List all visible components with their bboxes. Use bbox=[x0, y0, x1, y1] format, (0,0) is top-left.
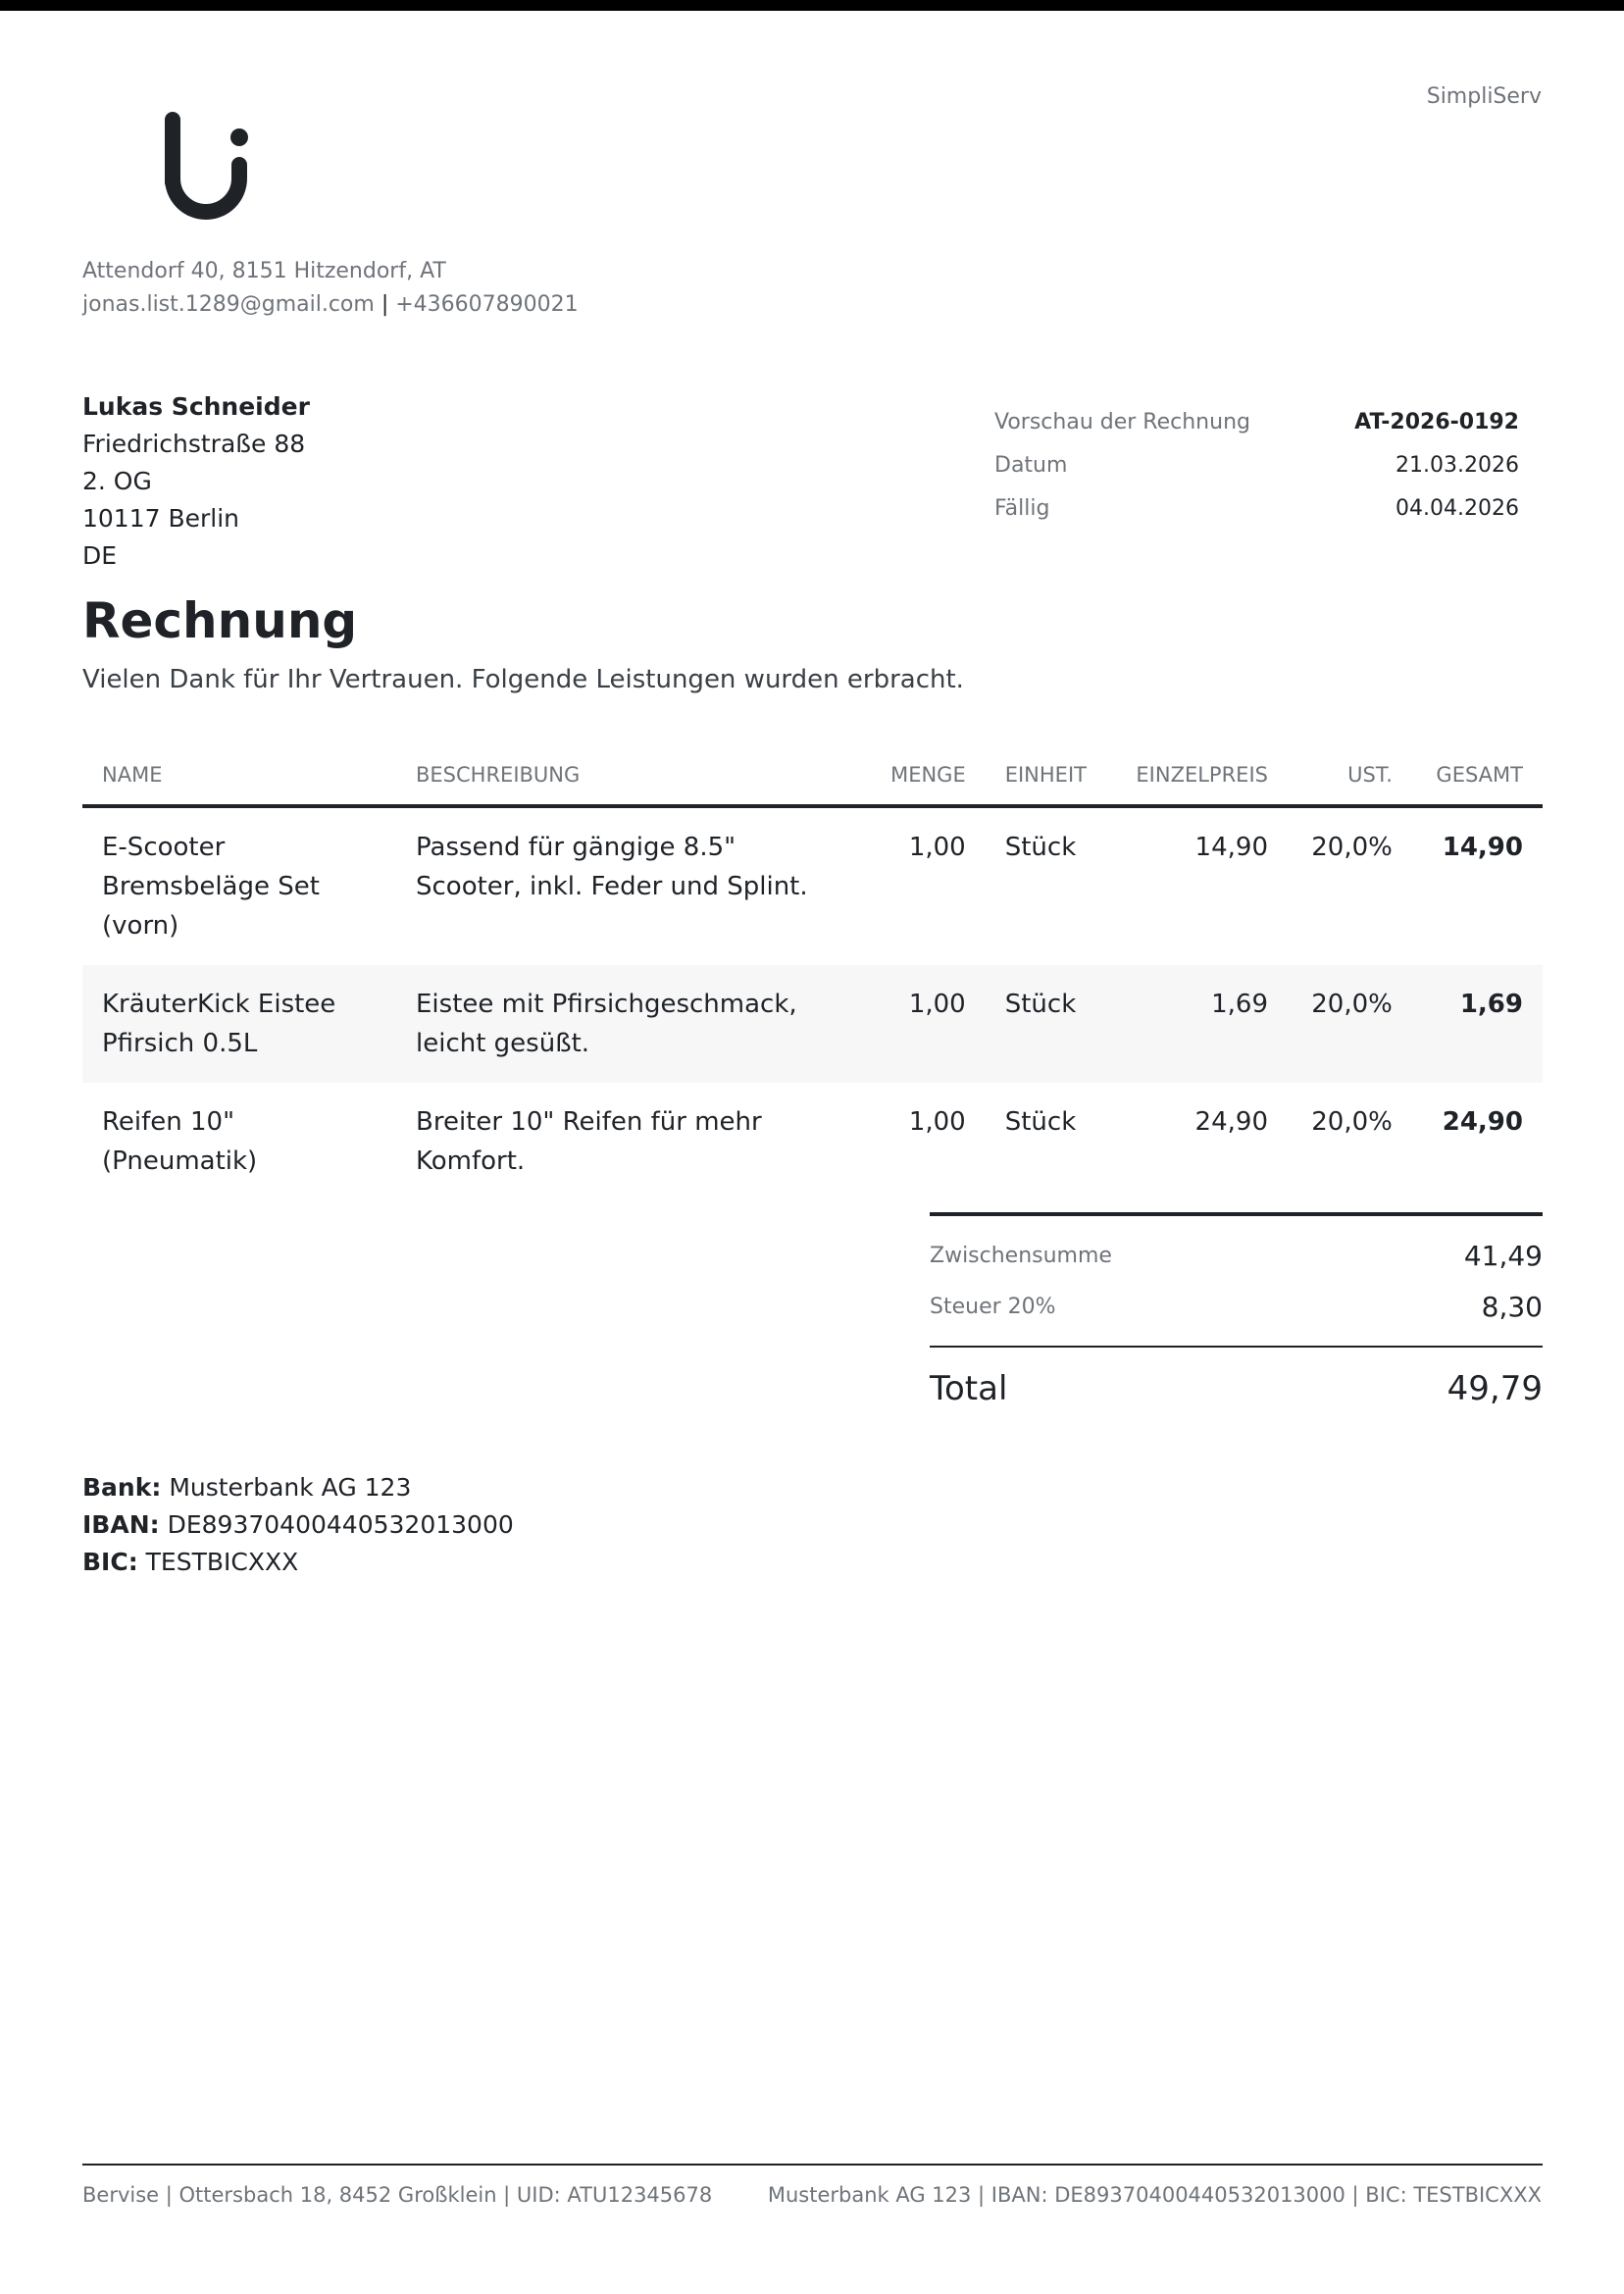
table-row bbox=[82, 1083, 1543, 1200]
total-label: Total bbox=[930, 1369, 1008, 1408]
table-row bbox=[82, 806, 1543, 965]
table-body bbox=[82, 806, 1543, 1200]
cell-quantity: 1,00 bbox=[908, 833, 966, 862]
recipient-name: Lukas Schneider bbox=[82, 392, 310, 421]
bank-name: Musterbank AG 123 bbox=[169, 1473, 412, 1502]
header-description: BESCHREIBUNG bbox=[396, 745, 867, 806]
sender-contact bbox=[82, 288, 579, 322]
recipient-address bbox=[82, 388, 310, 575]
sender-phone: +436607890021 bbox=[395, 292, 579, 317]
bank-details bbox=[82, 1469, 514, 1581]
bic-line bbox=[82, 1544, 514, 1581]
subtotal-value: 41,49 bbox=[1463, 1239, 1543, 1272]
cell-unit: Stück bbox=[1004, 833, 1077, 862]
sender-address: Attendorf 40, 8151 Hitzendorf, AT bbox=[82, 259, 446, 283]
top-bar bbox=[0, 0, 1624, 11]
cell-description: Breiter 10" Reifen für mehr Komfort. bbox=[416, 1107, 762, 1176]
cell-vat: 20,0% bbox=[1311, 833, 1393, 862]
meta-row-due bbox=[994, 486, 1519, 530]
subtotal-row bbox=[930, 1230, 1543, 1281]
sender-email: jonas.list.1289@gmail.com bbox=[82, 292, 375, 317]
cell-name: Reifen 10" (Pneumatik) bbox=[102, 1107, 258, 1176]
bank-line bbox=[82, 1469, 514, 1506]
company-name: SimpliServ bbox=[1426, 84, 1542, 109]
cell-total: 24,90 bbox=[1442, 1107, 1523, 1137]
cell-total: 1,69 bbox=[1412, 965, 1543, 1083]
cell-quantity: 1,00 bbox=[867, 965, 986, 1083]
cell-unit-price: 24,90 bbox=[1194, 1107, 1268, 1137]
invoice-title: Rechnung bbox=[82, 592, 358, 649]
header-name: NAME bbox=[82, 745, 396, 806]
table-header bbox=[82, 745, 1543, 806]
cell-unit: Stück bbox=[1004, 1107, 1077, 1137]
cell-vat: 20,0% bbox=[1311, 1107, 1393, 1137]
grand-total-row bbox=[930, 1346, 1543, 1430]
invoice-meta bbox=[994, 400, 1519, 530]
recipient-city: 10117 Berlin bbox=[82, 504, 240, 533]
sender-info bbox=[82, 255, 579, 322]
invoice-due-label: Fällig bbox=[994, 495, 1050, 521]
footer-company-info: Bervise | Ottersbach 18, 8452 Großklein | UID: ATU12345678 bbox=[82, 2183, 713, 2207]
bank-label: Bank: bbox=[82, 1473, 162, 1502]
header-quantity: MENGE bbox=[867, 745, 986, 806]
cell-unit: Stück bbox=[986, 965, 1111, 1083]
header-unit: EINHEIT bbox=[986, 745, 1111, 806]
meta-row-number bbox=[994, 400, 1519, 443]
bic-value: TESTBICXXX bbox=[145, 1548, 299, 1576]
table-header-row bbox=[82, 745, 1543, 806]
iban-line bbox=[82, 1506, 514, 1544]
cell-description: Passend für gängige 8.5" Scooter, inkl. Feder und Splint. bbox=[416, 833, 808, 901]
cell-quantity: 1,00 bbox=[908, 1107, 966, 1137]
totals-block bbox=[930, 1212, 1543, 1430]
bic-label: BIC: bbox=[82, 1548, 138, 1576]
tax-row bbox=[930, 1281, 1543, 1332]
cell-description: Eistee mit Pfirsichgeschmack, leicht gesüßt. bbox=[396, 965, 867, 1083]
footer-bank-info: Musterbank AG 123 | IBAN: DE89370400440532013000 | BIC: TESTBICXXX bbox=[767, 2183, 1542, 2207]
invoice-date: 21.03.2026 bbox=[1396, 452, 1519, 478]
cell-name: KräuterKick Eistee Pfirsich 0.5L bbox=[82, 965, 396, 1083]
tax-label: Steuer 20% bbox=[930, 1294, 1056, 1319]
iban-label: IBAN: bbox=[82, 1510, 160, 1539]
header-total: GESAMT bbox=[1412, 745, 1543, 806]
subtotal-label: Zwischensumme bbox=[930, 1243, 1112, 1268]
recipient-floor: 2. OG bbox=[82, 467, 152, 495]
cell-total: 14,90 bbox=[1442, 833, 1523, 862]
cell-vat: 20,0% bbox=[1288, 965, 1412, 1083]
invoice-intro: Vielen Dank für Ihr Vertrauen. Folgende Leistungen wurden erbracht. bbox=[82, 665, 964, 694]
meta-row-date bbox=[994, 443, 1519, 486]
line-items-table bbox=[82, 745, 1543, 1200]
invoice-date-label: Datum bbox=[994, 452, 1068, 478]
invoice-number: AT-2026-0192 bbox=[1354, 409, 1519, 434]
footer-divider bbox=[82, 2164, 1543, 2166]
company-logo bbox=[157, 108, 255, 228]
total-value: 49,79 bbox=[1446, 1369, 1543, 1408]
header-vat: UST. bbox=[1288, 745, 1412, 806]
cell-unit-price: 1,69 bbox=[1110, 965, 1288, 1083]
invoice-due-date: 04.04.2026 bbox=[1396, 495, 1519, 521]
recipient-country: DE bbox=[82, 541, 118, 570]
recipient-street: Friedrichstraße 88 bbox=[82, 430, 306, 458]
table-row bbox=[82, 965, 1543, 1083]
invoice-preview-label: Vorschau der Rechnung bbox=[994, 409, 1250, 434]
tax-value: 8,30 bbox=[1481, 1290, 1543, 1323]
header-unit-price: EINZELPREIS bbox=[1110, 745, 1288, 806]
sender-separator: | bbox=[381, 292, 389, 317]
iban-value: DE89370400440532013000 bbox=[167, 1510, 514, 1539]
cell-name: E-Scooter Bremsbeläge Set (vorn) bbox=[102, 833, 320, 941]
cell-unit-price: 14,90 bbox=[1194, 833, 1268, 862]
